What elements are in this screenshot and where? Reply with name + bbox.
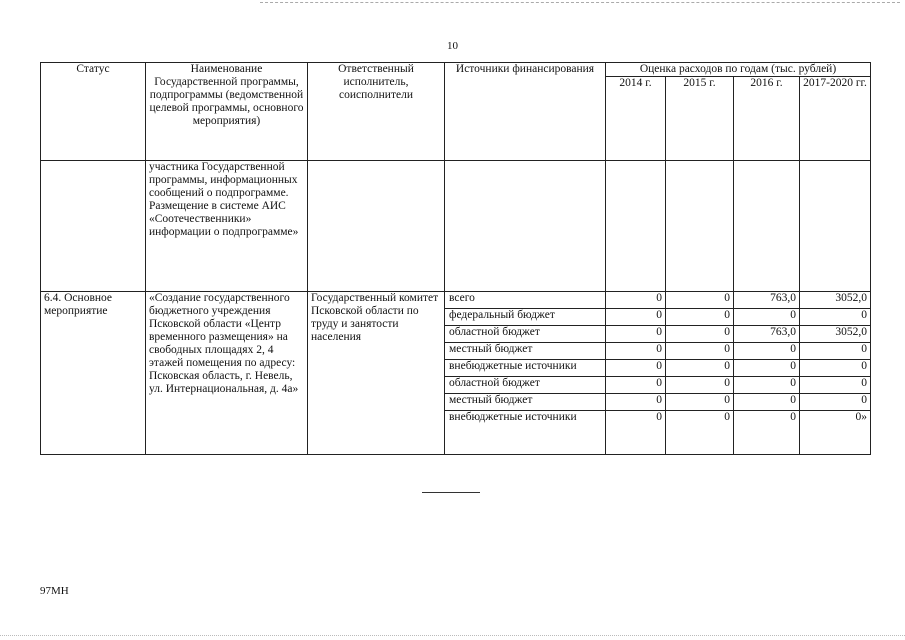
funding-2015: 0: [666, 309, 734, 326]
funding-2014: 0: [606, 292, 666, 309]
header-year-2015: 2015 г.: [666, 77, 734, 161]
header-sources: Источники финансирования: [445, 63, 606, 161]
header-row: [41, 63, 871, 77]
page-number: 10: [447, 40, 458, 52]
funding-2016: 763,0: [734, 292, 800, 309]
funding-source: внебюджетные источники: [445, 360, 606, 377]
header-year-2016: 2016 г.: [734, 77, 800, 161]
funding-2014: 0: [606, 411, 666, 455]
header-year-2014: 2014 г.: [606, 77, 666, 161]
funding-2014: 0: [606, 309, 666, 326]
funding-source: местный бюджет: [445, 343, 606, 360]
funding-2014: 0: [606, 326, 666, 343]
main-name: «Создание государственного бюджетного учреждения Псковской области «Центр временного размещения» на свободных площадях 2, 4 этажей помещения по адресу: Псковская область, г. Невель, ул. Интернациональная, д. 4а»: [146, 292, 308, 455]
funding-source: местный бюджет: [445, 394, 606, 411]
funding-2015: 0: [666, 377, 734, 394]
funding-2016: 0: [734, 360, 800, 377]
continuation-sources: [445, 161, 606, 292]
funding-2016: 0: [734, 411, 800, 455]
funding-2015: 0: [666, 394, 734, 411]
continuation-2016: [734, 161, 800, 292]
funding-2015: 0: [666, 360, 734, 377]
header-year-2017-2020: 2017-2020 гг.: [800, 77, 871, 161]
funding-source: внебюджетные источники: [445, 411, 606, 455]
main-status: 6.4. Основное мероприятие: [41, 292, 146, 455]
continuation-name: участника Государственной программы, информационных сообщений о подпрограмме. Размещение в системе АИС «Соотечественники» информации о подпрограмме»: [146, 161, 308, 292]
funding-2016: 0: [734, 394, 800, 411]
continuation-status: [41, 161, 146, 292]
funding-source: областной бюджет: [445, 326, 606, 343]
funding-2017-2020: 0: [800, 309, 871, 326]
funding-2016: 0: [734, 377, 800, 394]
funding-2017-2020: 0: [800, 360, 871, 377]
funding-2015: 0: [666, 292, 734, 309]
main-executor: Государственный комитет Псковской области по труду и занятости населения: [308, 292, 445, 455]
funding-2015: 0: [666, 411, 734, 455]
funding-2017-2020: 0: [800, 394, 871, 411]
funding-2017-2020: 0»: [800, 411, 871, 455]
footer-code: 97МН: [40, 585, 69, 597]
header-executor: Ответственный исполнитель, соисполнители: [308, 63, 445, 161]
end-rule: [422, 492, 480, 493]
funding-2014: 0: [606, 394, 666, 411]
funding-2015: 0: [666, 343, 734, 360]
funding-2016: 763,0: [734, 326, 800, 343]
header-estimate: Оценка расходов по годам (тыс. рублей): [606, 63, 871, 77]
continuation-2015: [666, 161, 734, 292]
funding-source: федеральный бюджет: [445, 309, 606, 326]
continuation-executor: [308, 161, 445, 292]
funding-2014: 0: [606, 343, 666, 360]
scan-edge-bottom: [0, 635, 905, 636]
header-status: Статус: [41, 63, 146, 161]
funding-2016: 0: [734, 309, 800, 326]
funding-2014: 0: [606, 377, 666, 394]
funding-2017-2020: 0: [800, 377, 871, 394]
funding-2017-2020: 0: [800, 343, 871, 360]
continuation-2014: [606, 161, 666, 292]
funding-row: [41, 292, 871, 309]
funding-2015: 0: [666, 326, 734, 343]
funding-2016: 0: [734, 343, 800, 360]
header-name: Наименование Государственной программы, подпрограммы (ведомственной целевой программы, основного мероприятия): [146, 63, 308, 161]
funding-source: всего: [445, 292, 606, 309]
funding-source: областной бюджет: [445, 377, 606, 394]
funding-2017-2020: 3052,0: [800, 326, 871, 343]
continuation-row: [41, 161, 871, 292]
continuation-2017: [800, 161, 871, 292]
funding-2017-2020: 3052,0: [800, 292, 871, 309]
scan-edge-top: [260, 2, 900, 3]
funding-2014: 0: [606, 360, 666, 377]
program-expenses-table: [40, 62, 871, 455]
